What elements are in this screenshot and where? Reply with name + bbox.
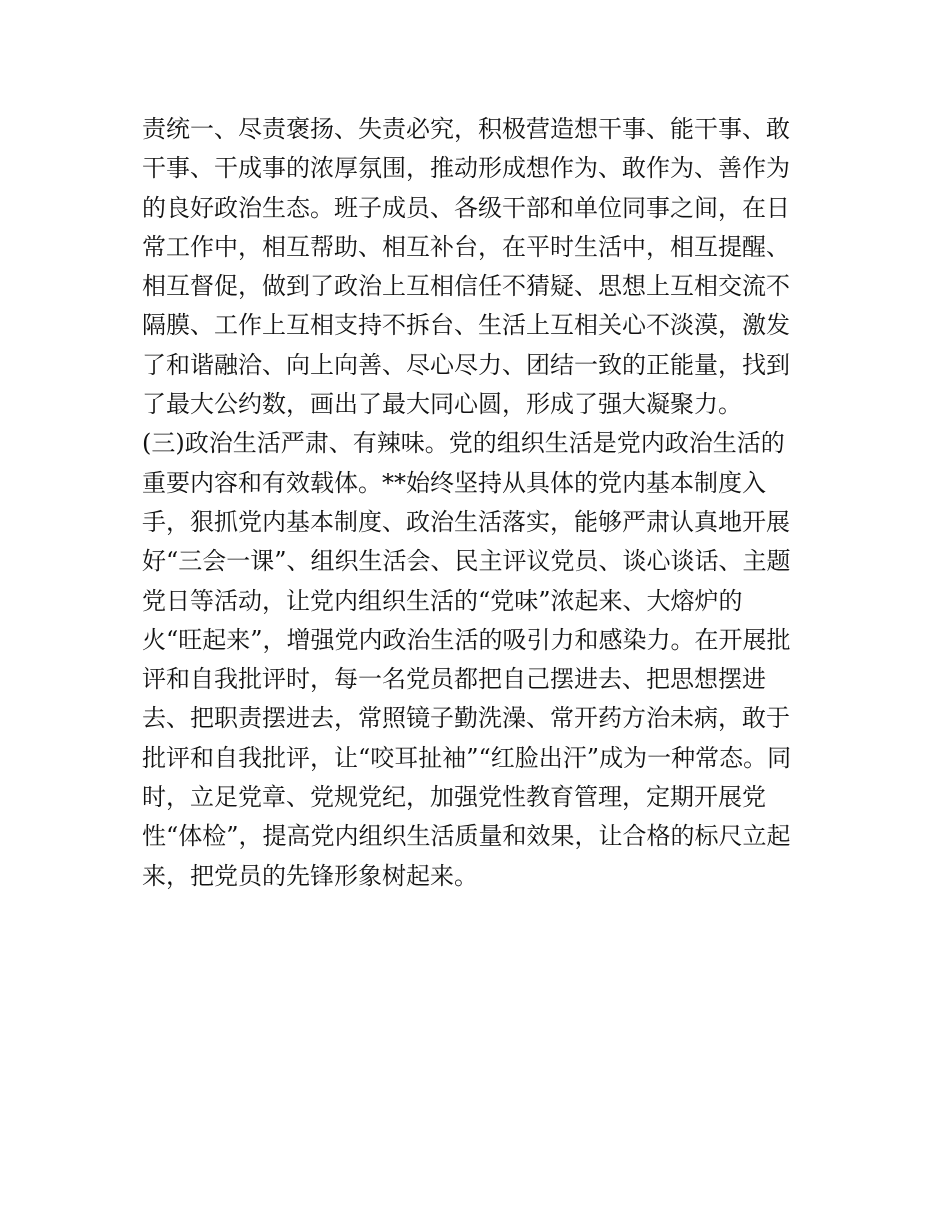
text-line-7: 了和谐融洽、向上向善、尽心尽力、团结一致的正能量，找到 <box>142 350 790 379</box>
text-line-13: 党日等活动，让党内组织生活的“党味”浓起来、大熔炉的 <box>142 586 743 615</box>
text-line-20: 来，把党员的先锋形象树起来。 <box>142 861 478 890</box>
text-line-4: 常工作中，相互帮助、相互补台，在平时生活中，相互提醒、 <box>142 232 790 261</box>
text-line-15: 评和自我批评时，每一名党员都把自己摆进去、把思想摆进 <box>142 665 766 694</box>
text-line-6: 隔膜、工作上互相支持不拆台、生活上互相关心不淡漠，激发 <box>142 311 790 340</box>
text-line-17: 批评和自我批评，让“咬耳扯袖”“红脸出汗”成为一种常态。同 <box>142 743 792 772</box>
text-line-19: 性“体检”，提高党内组织生活质量和效果，让合格的标尺立起 <box>142 822 791 851</box>
text-line-12: 好“三会一课”、组织生活会、民主评议党员、谈心谈话、主题 <box>142 547 791 576</box>
text-line-18: 时，立足党章、党规党纪，加强党性教育管理，定期开展党 <box>142 783 766 812</box>
text-line-2: 干事、干成事的浓厚氛围，推动形成想作为、敢作为、善作为 <box>142 154 790 183</box>
text-line-16: 去、把职责摆进去，常照镜子勤洗澡、常开药方治未病，敢于 <box>142 704 790 733</box>
text-line-11: 手，狠抓党内基本制度、政治生活落实，能够严肃认真地开展 <box>142 507 790 536</box>
text-line-3: 的良好政治生态。班子成员、各级干部和单位同事之间，在日 <box>142 193 790 222</box>
text-line-5: 相互督促，做到了政治上互相信任不猜疑、思想上互相交流不 <box>142 272 790 301</box>
text-line-14: 火“旺起来”，增强党内政治生活的吸引力和感染力。在开展批 <box>142 625 791 654</box>
section-heading-line: (三)政治生活严肃、有辣味。党的组织生活是党内政治生活的 <box>142 429 785 458</box>
text-line-10: 重要内容和有效载体。**始终坚持从具体的党内基本制度入 <box>142 468 766 497</box>
text-line-1: 责统一、尽责褒扬、失责必究，积极营造想干事、能干事、敢 <box>142 115 790 143</box>
body-text <box>142 110 822 896</box>
text-line-8: 了最大公约数，画出了最大同心圆，形成了强大凝聚力。 <box>142 390 742 419</box>
